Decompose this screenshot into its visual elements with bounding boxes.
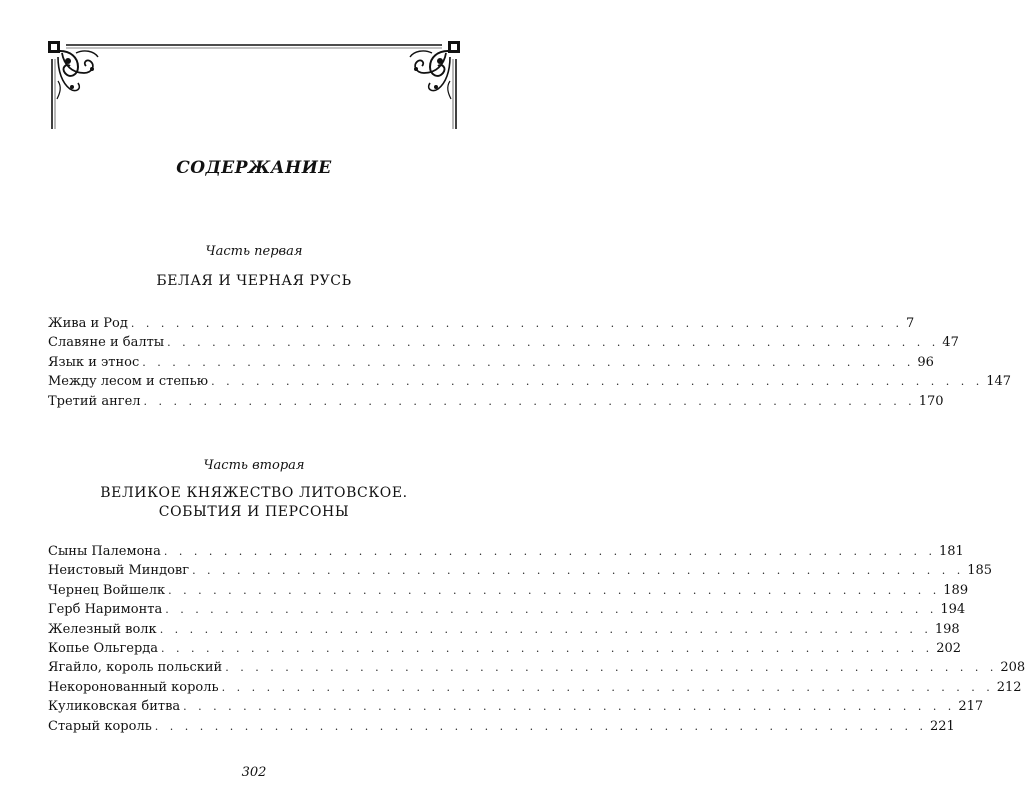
leader-dots: . . . . . . . . . . . . . . . . . . . . . . . . . . . . . . . . . . . . . . . . . . . . . . . . . . . .: [221, 680, 994, 694]
toc-entry-page: 202: [936, 640, 962, 656]
header-frame: [48, 39, 460, 129]
part-1-label: Часть первая: [205, 244, 303, 259]
toc-entry-title: Ягайло, король польский: [48, 660, 223, 676]
part-1-title: [0, 272, 508, 291]
leader-dots: . . . . . . . . . . . . . . . . . . . . . . . . . . . . . . . . . . . . . . . . . . . . . . . . . . . .: [225, 661, 998, 675]
toc-entry-title: Между лесом и степью: [48, 374, 209, 390]
toc-entry[interactable]: [48, 374, 1012, 393]
toc-entry-page: 221: [929, 718, 955, 734]
toc-entry-page: 96: [917, 354, 934, 370]
toc-entry[interactable]: [48, 679, 1022, 699]
toc-entry-title: Сыны Палемона: [48, 544, 161, 559]
corner-ornament-right-icon: [410, 41, 460, 99]
toc-entry[interactable]: [48, 582, 969, 602]
toc-entry-page: 189: [943, 582, 969, 598]
leader-dots: . . . . . . . . . . . . . . . . . . . . . . . . . . . . . . . . . . . . . . . . . . . . . . . . . . . .: [130, 317, 904, 330]
toc-entry[interactable]: [48, 563, 993, 582]
toc-entry-title: Копье Ольгерда: [48, 640, 159, 656]
leader-dots: . . . . . . . . . . . . . . . . . . . . . . . . . . . . . . . . . . . . . . . . . . . . . . . . . . . .: [143, 394, 916, 408]
toc-entry-title: Язык и этнос: [48, 354, 140, 370]
toc-entry[interactable]: [48, 316, 915, 335]
leader-dots: . . . . . . . . . . . . . . . . . . . . . . . . . . . . . . . . . . . . . . . . . . . . . . . . . . . .: [159, 622, 932, 636]
toc-entry-page: 217: [958, 699, 984, 715]
part-2-toc: [48, 544, 1025, 738]
toc-entry-title: Славяне и балты: [48, 335, 165, 351]
toc-entry-page: 185: [967, 563, 993, 579]
contents-heading: СОДЕРЖАНИЕ: [176, 158, 332, 178]
toc-entry-title: Некоронованный король: [48, 679, 219, 695]
toc-entry-title: Третий ангел: [48, 393, 141, 409]
toc-entry-title: Жива и Род: [48, 316, 128, 331]
toc-entry[interactable]: [48, 393, 944, 413]
part-1-title-line: БЕЛАЯ И ЧЕРНАЯ РУСЬ: [156, 273, 352, 289]
toc-entry[interactable]: [48, 354, 934, 374]
toc-entry[interactable]: [48, 718, 955, 738]
page-number: 302: [241, 765, 267, 780]
part-1-toc: [48, 316, 1012, 413]
toc-entry-page: 147: [986, 374, 1012, 390]
leader-dots: . . . . . . . . . . . . . . . . . . . . . . . . . . . . . . . . . . . . . . . . . . . . . . . . . . . .: [154, 719, 927, 733]
leader-dots: . . . . . . . . . . . . . . . . . . . . . . . . . . . . . . . . . . . . . . . . . . . . . . . . . . . .: [211, 375, 984, 389]
toc-entry-page: 198: [934, 621, 960, 637]
toc-entry-page: 181: [939, 544, 964, 559]
toc-entry-page: 47: [942, 335, 959, 351]
leader-dots: . . . . . . . . . . . . . . . . . . . . . . . . . . . . . . . . . . . . . . . . . . . . . . . . . . . .: [163, 545, 936, 558]
part-2-title-line: СОБЫТИЯ И ПЕРСОНЫ: [158, 504, 350, 520]
part-2-title: [0, 484, 508, 522]
toc-entry[interactable]: [48, 335, 959, 354]
part-2-label: Часть вторая: [203, 458, 305, 473]
toc-entry-page: 170: [918, 393, 944, 409]
toc-entry[interactable]: [48, 660, 1025, 679]
toc-entry[interactable]: [48, 640, 962, 660]
toc-entry-page: 7: [906, 316, 915, 331]
part-2-title-line: ВЕЛИКОЕ КНЯЖЕСТВО ЛИТОВСКОЕ.: [100, 485, 408, 501]
toc-entry-title: Железный волк: [48, 621, 157, 637]
leader-dots: . . . . . . . . . . . . . . . . . . . . . . . . . . . . . . . . . . . . . . . . . . . . . . . . . . . .: [165, 603, 938, 617]
toc-entry-title: Старый король: [48, 718, 152, 734]
leader-dots: . . . . . . . . . . . . . . . . . . . . . . . . . . . . . . . . . . . . . . . . . . . . . . . . . . . .: [168, 583, 941, 597]
corner-ornament-left-icon: [48, 41, 98, 99]
toc-entry-page: 212: [996, 679, 1022, 695]
toc-entry[interactable]: [48, 602, 966, 621]
leader-dots: . . . . . . . . . . . . . . . . . . . . . . . . . . . . . . . . . . . . . . . . . . . . . . . . . . . .: [183, 700, 956, 714]
leader-dots: . . . . . . . . . . . . . . . . . . . . . . . . . . . . . . . . . . . . . . . . . . . . . . . . . . . .: [161, 641, 934, 655]
toc-entry[interactable]: [48, 699, 984, 718]
toc-entry-page: 208: [1000, 660, 1025, 676]
toc-entry[interactable]: [48, 544, 964, 563]
toc-entry-title: Неистовый Миндовг: [48, 563, 190, 579]
leader-dots: . . . . . . . . . . . . . . . . . . . . . . . . . . . . . . . . . . . . . . . . . . . . . . . . . . . .: [192, 564, 965, 578]
leader-dots: . . . . . . . . . . . . . . . . . . . . . . . . . . . . . . . . . . . . . . . . . . . . . . . . . . . .: [142, 355, 915, 369]
toc-entry-title: Куликовская битва: [48, 699, 181, 715]
toc-entry-page: 194: [940, 602, 966, 618]
toc-entry[interactable]: [48, 621, 960, 641]
leader-dots: . . . . . . . . . . . . . . . . . . . . . . . . . . . . . . . . . . . . . . . . . . . . . . . . . . . .: [167, 336, 940, 350]
toc-entry-title: Герб Наримонта: [48, 602, 163, 618]
toc-entry-title: Чернец Войшелк: [48, 582, 166, 598]
